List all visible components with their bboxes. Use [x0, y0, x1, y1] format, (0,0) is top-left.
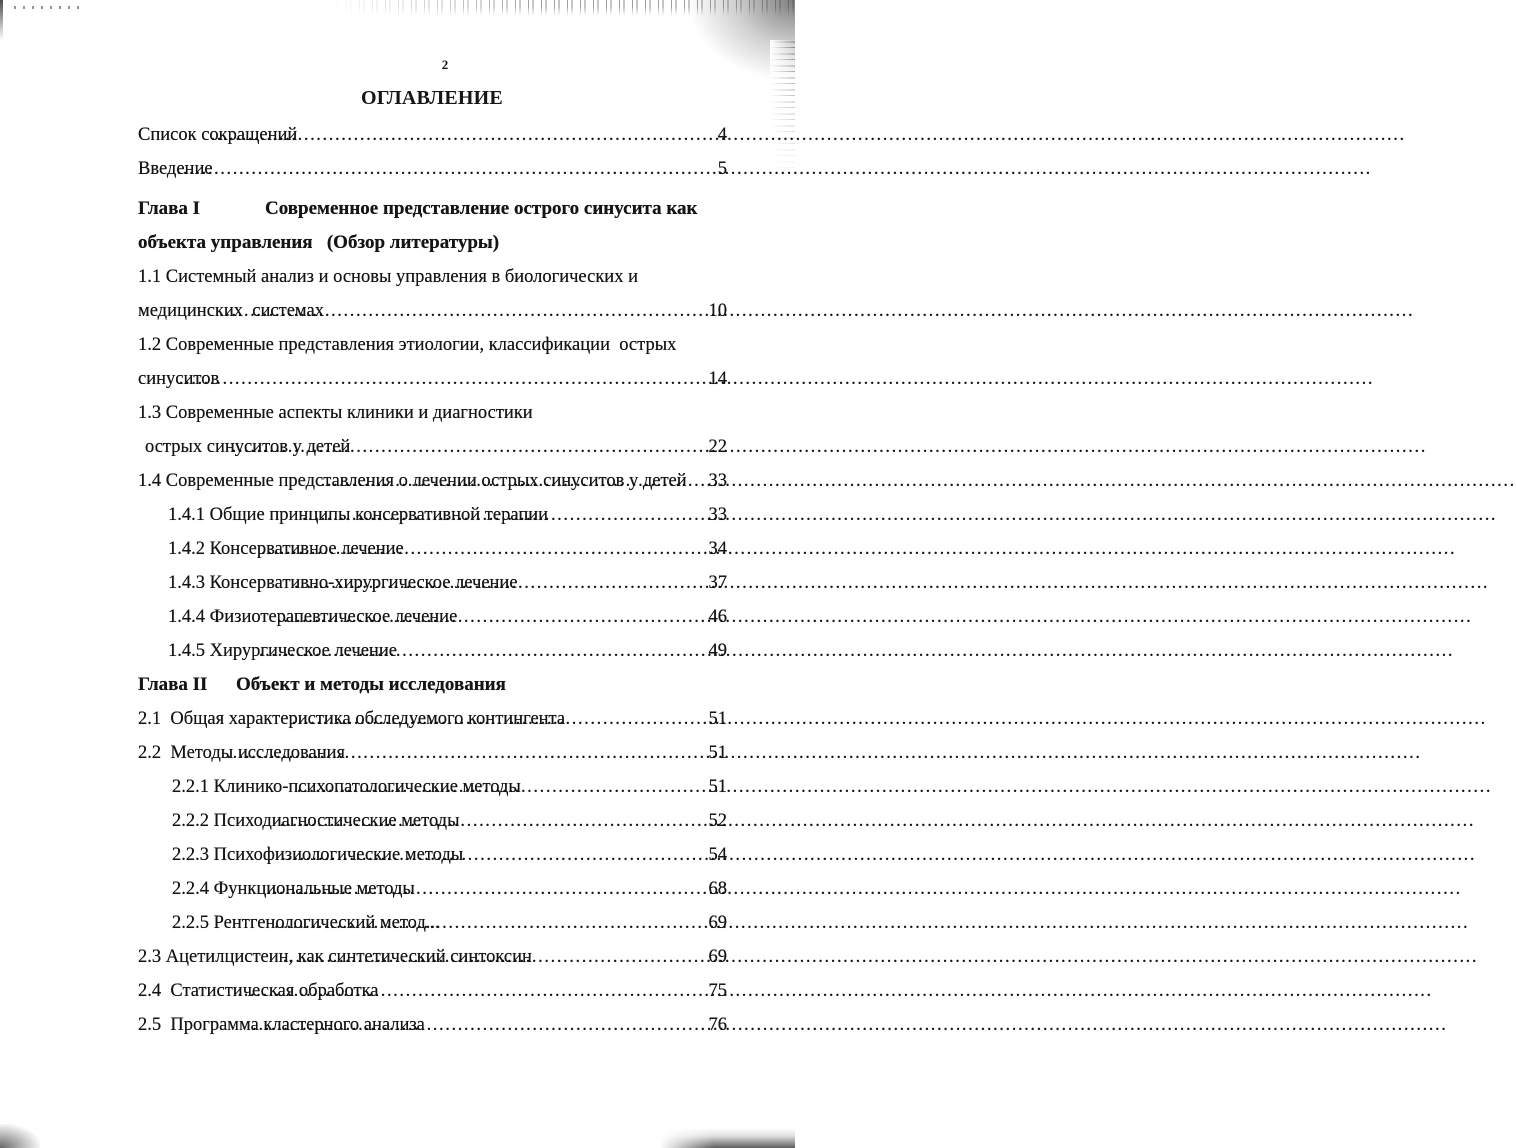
toc-entry-page: 49 [708, 641, 727, 661]
toc-entry-title: 2.5 Программа кластерного анализа [138, 1015, 425, 1035]
dot-leader [221, 736, 707, 770]
chapter-heading [138, 668, 727, 702]
toc-entry-title: 1.3 Современные аспекты клиники и диагностики [138, 403, 533, 423]
chapter-label: Глава I [138, 198, 201, 219]
toc-entry [138, 118, 727, 152]
toc-entry-title: 2.2.5 Рентгенологический метод... [172, 913, 440, 933]
dot-leader [269, 906, 707, 940]
dot-leader [292, 770, 708, 804]
toc-entry [138, 328, 727, 362]
toc-entry-page: 69 [708, 913, 727, 933]
toc-subentry [138, 600, 727, 634]
dot-leader [233, 974, 708, 1008]
toc-entry-page: 33 [708, 471, 727, 491]
page-title: ОГЛАВЛЕНИЕ [361, 87, 503, 109]
toc-entry [138, 702, 727, 736]
toc-entry [138, 260, 727, 294]
dot-leader [276, 838, 708, 872]
toc-entry-page: 69 [708, 947, 727, 967]
toc-subentry [138, 634, 727, 668]
toc-entry [138, 152, 727, 186]
dot-leader [174, 362, 708, 396]
dot-leader [262, 872, 708, 906]
dot-leader [289, 566, 708, 600]
toc-entry-page: 52 [708, 811, 727, 831]
toc-entry-title: 1.1 Системный анализ и основы управления в биологических и [138, 267, 638, 287]
chapter-heading-continued [138, 226, 727, 260]
toc-entry-title: 2.4 Статистическая обработка [138, 981, 379, 1001]
toc-entry-title: 1.4.4 Физиотерапевтическое лечение [168, 607, 458, 627]
toc-entry-page: 22 [708, 437, 727, 457]
dot-leader [172, 152, 717, 186]
dot-leader [316, 464, 708, 498]
toc-entry-page: 5 [717, 159, 727, 179]
toc-entry-page: 33 [708, 505, 727, 525]
toc-entry-page: 51 [708, 709, 727, 729]
dot-leader [278, 940, 708, 974]
dot-leader [297, 498, 708, 532]
toc-entry-page: 46 [708, 607, 727, 627]
toc-entry-page: 37 [708, 573, 727, 593]
toc-subentry [138, 872, 727, 906]
toc-entry [138, 1008, 727, 1042]
page-number: 2 [441, 57, 449, 72]
toc-entry-page: 51 [708, 777, 727, 797]
toc-entry-title: синуситов [138, 369, 220, 389]
scan-noise-corner [690, 0, 795, 80]
toc-entry-title: 1.4.3 Консервативно-хирургическое лечение [168, 573, 518, 593]
toc-entry-title: 1.4 Современные представления о лечении острых синуситов у детей [138, 471, 687, 491]
chapter-label: Глава II [138, 674, 208, 695]
dot-leader [256, 532, 707, 566]
toc-entry-page: 76 [708, 1015, 727, 1035]
scan-noise-bottom-left [0, 1124, 40, 1148]
toc-entry-page: 14 [708, 369, 727, 389]
toc-subentry [138, 566, 727, 600]
chapter-title: объекта управления (Обзор литературы) [138, 232, 500, 253]
toc-entry-title: острых синуситов у детей [145, 437, 351, 457]
toc-entry-title: медицинских системах [138, 301, 324, 321]
toc-subentry [138, 804, 727, 838]
toc-entry [138, 464, 727, 498]
scan-noise-top [330, 0, 795, 16]
dot-leader [205, 118, 716, 152]
table-of-contents [138, 118, 727, 1042]
dot-leader [287, 702, 708, 736]
toc-subentry [138, 532, 727, 566]
toc-entry [138, 396, 727, 430]
toc-entry [138, 736, 727, 770]
toc-subentry [138, 770, 727, 804]
dot-leader [247, 1008, 707, 1042]
scan-noise-left-edge [0, 0, 3, 40]
dot-leader [227, 430, 708, 464]
dot-leader [254, 634, 708, 668]
toc-entry-page: 34 [708, 539, 727, 559]
dot-leader [214, 294, 708, 328]
toc-subentry [138, 838, 727, 872]
dot-leader [272, 600, 707, 634]
scan-noise-mark [14, 6, 84, 9]
toc-entry-page: 10 [708, 301, 727, 321]
toc-entry-title: Список сокращений [138, 125, 298, 145]
toc-entry-title: 2.2.2 Психодиагностические методы [172, 811, 460, 831]
toc-entry-continued [138, 362, 727, 396]
toc-entry-continued [138, 430, 727, 464]
scan-noise-bottom-right [660, 1128, 795, 1148]
toc-entry-page: 75 [708, 981, 727, 1001]
dot-leader [275, 804, 708, 838]
toc-entry-title: 1.2 Современные представления этиологии, классификации острых [138, 335, 677, 355]
toc-entry-continued [138, 294, 727, 328]
toc-entry-title: 2.3 Ацетилцистеин, как синтетический синтоксин [138, 947, 532, 967]
toc-entry [138, 940, 727, 974]
toc-entry-title: 1.4.1 Общие принципы консервативной терапии [168, 505, 549, 525]
toc-entry-title: 2.2.4 Функциональные методы [172, 879, 415, 899]
chapter-heading [138, 192, 727, 226]
toc-entry-title: 1.4.5 Хирургическое лечение [168, 641, 397, 661]
toc-entry-title: Введение [138, 159, 213, 179]
toc-entry [138, 974, 727, 1008]
toc-entry-title: 1.4.2 Консервативное лечение [168, 539, 404, 559]
toc-entry-title: 2.2 Методы исследования [138, 743, 346, 763]
toc-subentry [138, 498, 727, 532]
toc-entry-title: 2.1 Общая характеристика обследуемого контингента [138, 709, 566, 729]
toc-subentry [138, 906, 727, 940]
chapter-title: Объект и методы исследования [236, 674, 506, 695]
toc-entry-title: 2.2.3 Психофизиологические методы [172, 845, 464, 865]
chapter-title: Современное представление острого синусита как [265, 198, 698, 219]
toc-entry-title: 2.2.1 Клинико-психопатологические методы [172, 777, 521, 797]
toc-entry-page: 68 [708, 879, 727, 899]
toc-entry-page: 54 [708, 845, 727, 865]
toc-entry-page: 4 [717, 125, 727, 145]
toc-entry-page: 51 [708, 743, 727, 763]
